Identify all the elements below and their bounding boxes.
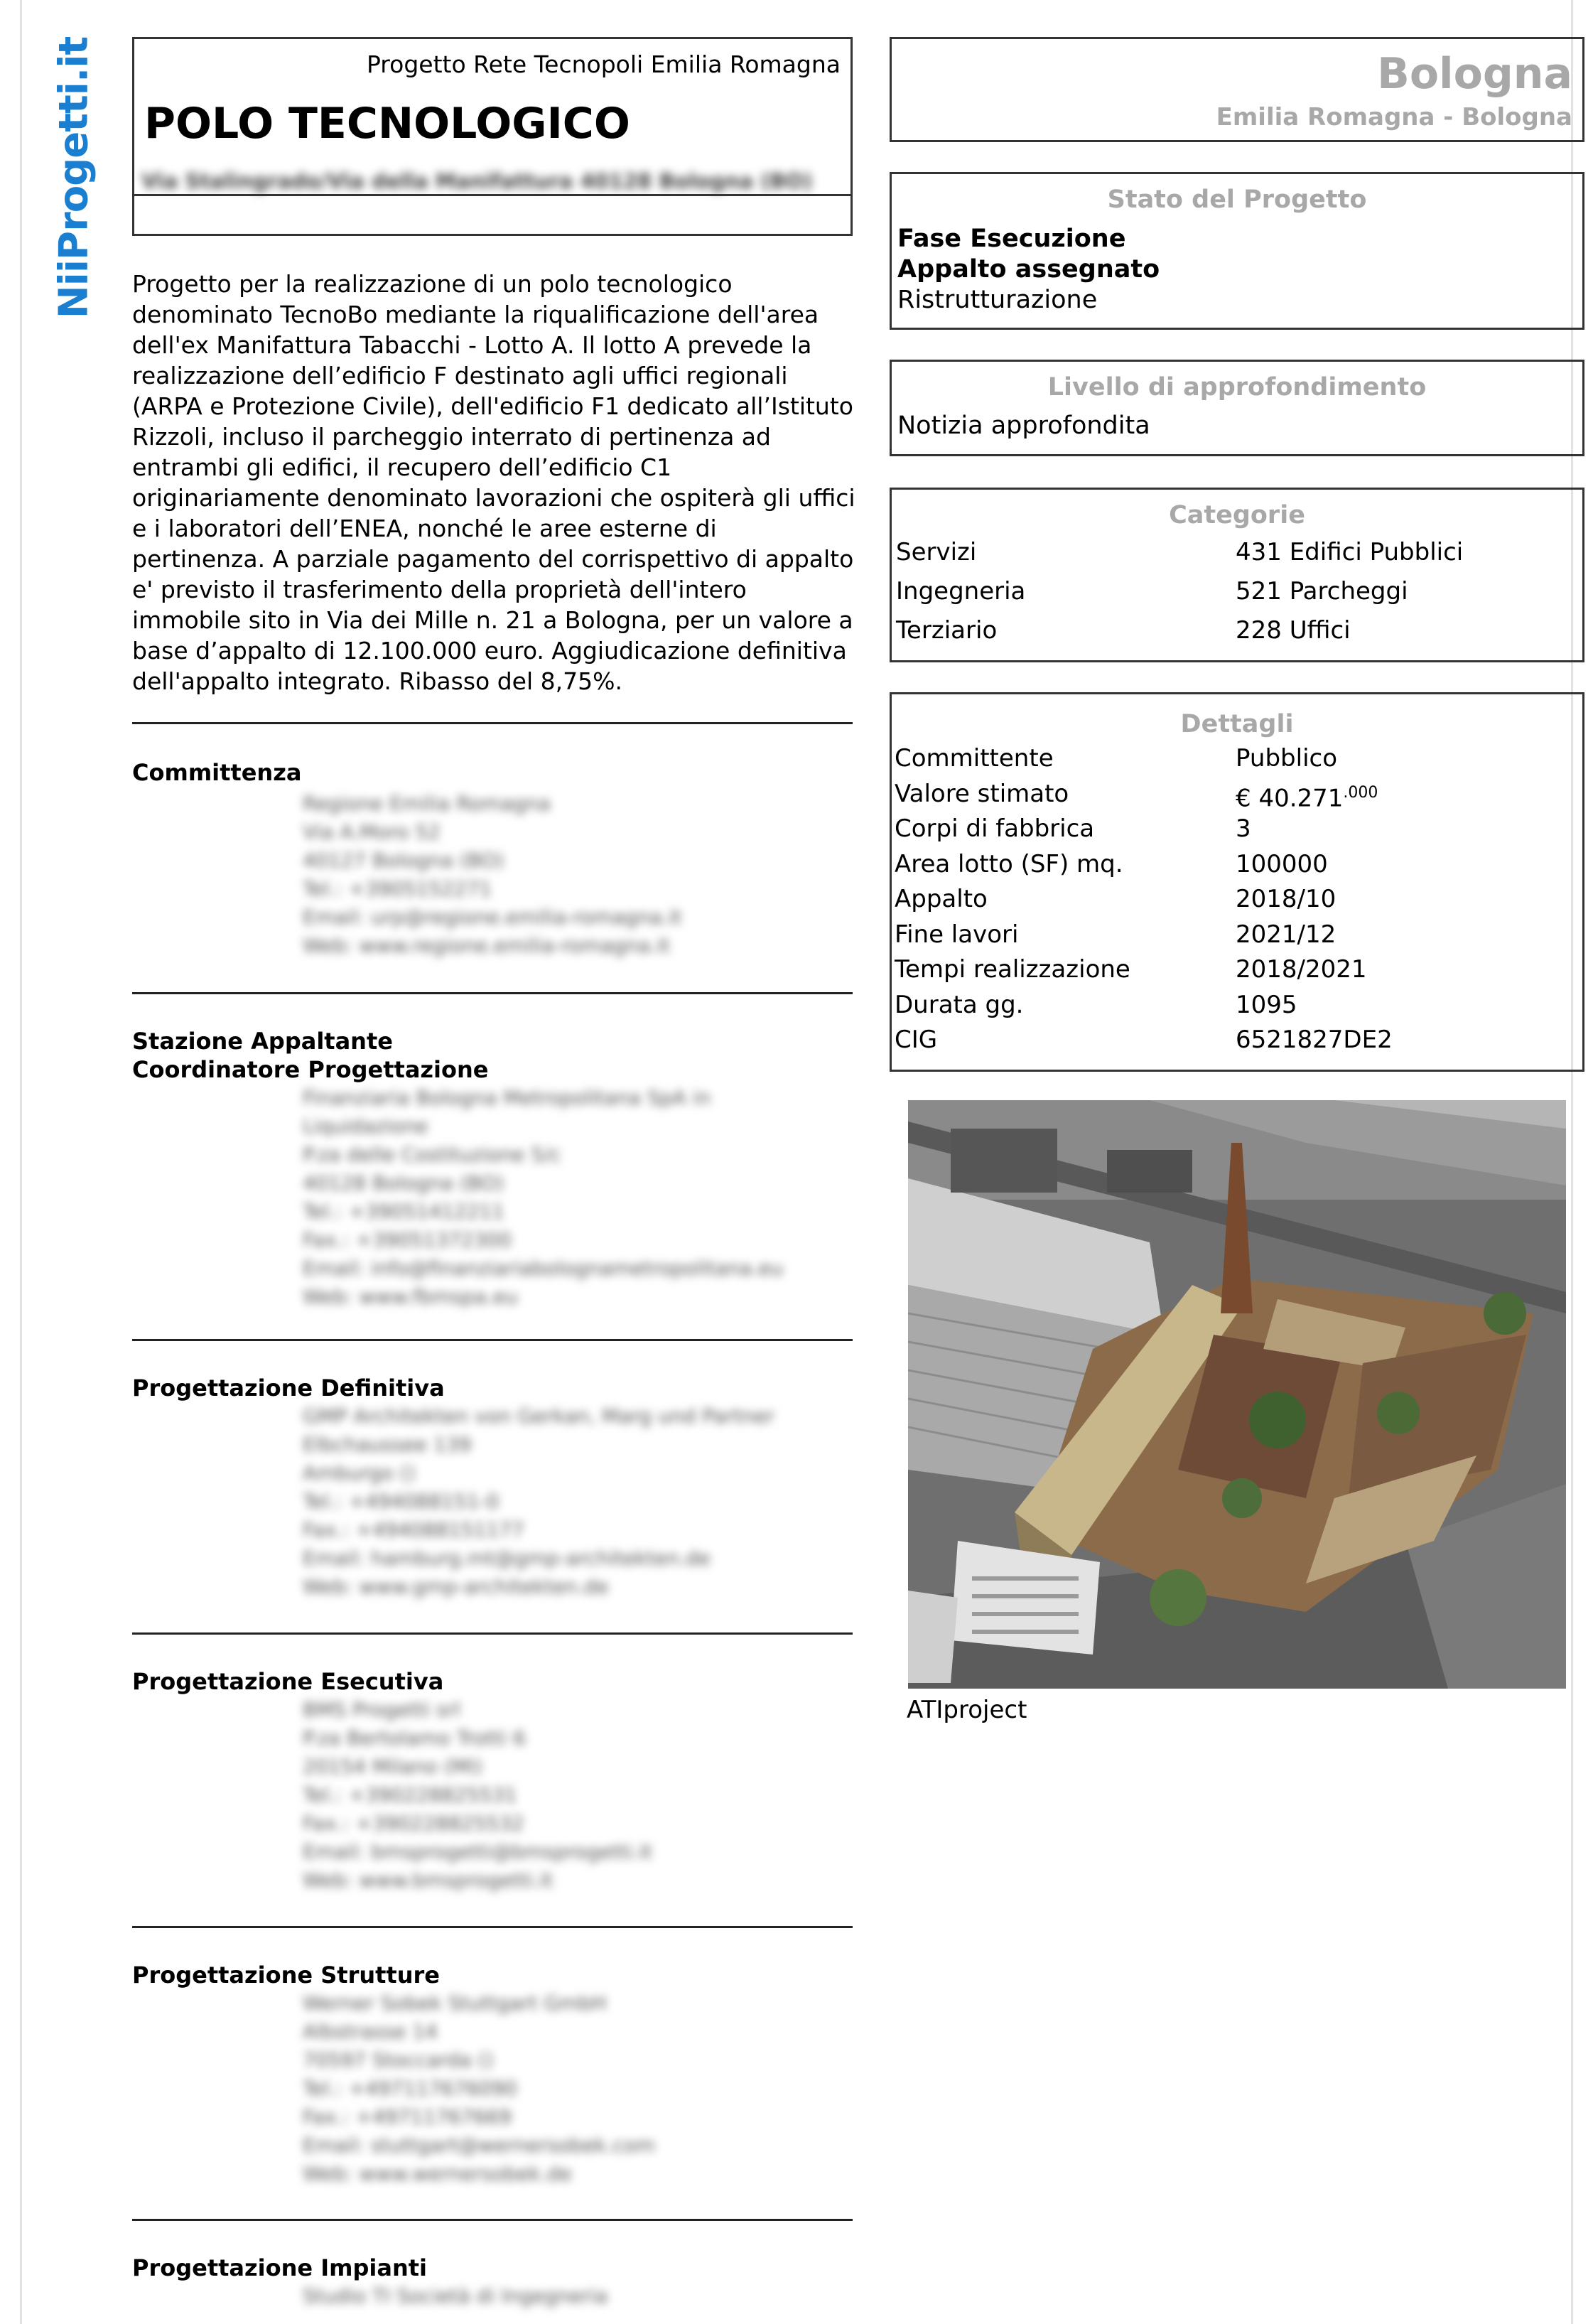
status-box [890,172,1584,330]
detail-row: Corpi di fabbrica 3 [895,814,1251,843]
section-contact: Werner Sobek Stuttgart GmbH Albstrasse 14 70597 Stoccarda () Tel.: +497117676090 Fax.: +49711767669 Email: stuttgart@wernersobek.com Web: www.wernersobek.de [303,1991,655,2185]
detail-row: Fine lavori 2021/12 [895,920,1336,949]
project-address: Via Stalingrado/Via della Manifattura 40128 Bologna (BO) [141,169,813,193]
section-heading: Progettazione Impianti [132,2254,427,2281]
section-stazione-appaltante [132,992,853,1311]
location-region: Emilia Romagna - Bologna [1216,103,1572,131]
category-row: Servizi 431 Edifici Pubblici [896,538,1464,566]
detail-level-box [890,360,1584,456]
category-row: Terziario 228 Uffici [896,616,1351,645]
section-heading: Progettazione Esecutiva [132,1668,444,1695]
section-contact: Studio TI Società di Ingegneria [303,2284,608,2308]
section-committenza [132,722,853,960]
section-divider [132,1926,853,1928]
details-box [890,692,1584,1072]
section-divider [132,1632,853,1635]
project-network: Progetto Rete Tecnopoli Emilia Romagna [366,50,841,78]
detail-row: Committente Pubblico [895,744,1338,773]
logo-text: NiiProgetti.it [50,36,97,319]
status-heading: Stato del Progetto [1107,185,1367,214]
categories-heading: Categorie [1169,501,1305,529]
categories-box [890,488,1584,662]
details-heading: Dettagli [1180,710,1294,738]
section-contact: Regione Emilia Romagna Via A.Moro 52 40127 Bologna (BO) Tel.: +3905152271 Email: urp@regione.emilia-romagna.it Web: www.regione.emilia-romagna.it [303,792,682,957]
status-phase: Fase Esecuzione [897,225,1126,253]
detail-row: Durata gg. 1095 [895,990,1297,1019]
detail-row: Area lotto (SF) mq. 100000 [895,849,1328,878]
detail-row-valore: Valore stimato € $40.271^{.000}$ [895,779,1378,812]
project-description: Progetto per la realizzazione di un polo tecnologico denominato TecnoBo mediante la riqualificazione dell'area dell'ex Manifattura Tabacchi - Lotto A. Il lotto A prevede la realizzazione dell’edificio F destinato agli uffici regionali (ARPA e Protezione Civile), dell'edificio F1 dedicato all’Istituto Rizzoli, incluso il parcheggio interrato di pertinenza ad entrambi gli edifici, il recupero dell’edificio C1 originariamente denominato lavorazioni che ospiterà gli uffici e i laboratori dell’ENEA, nonché le aree esterne di pertinenza. A parziale pagamento del corrispettivo di appalto e' previsto il trasferimento della proprietà dell'intero immobile sito in Via dei Mille n. 21 a Bologna, per un valore a base d’appalto di 12.100.000 euro. Aggiudicazione definitiva dell'appalto integrato. Ribasso del 8,75%. [132,270,855,695]
section-progettazione-definitiva [132,1339,853,1601]
status-contract: Appalto assegnato [897,255,1160,284]
section-divider [132,1339,853,1341]
section-progettazione-strutture [132,1926,853,2188]
section-divider [132,2219,853,2221]
section-progettazione-impianti [132,2219,853,2310]
section-heading: Progettazione Definitiva [132,1375,445,1402]
section-divider [132,992,853,994]
site-logo[interactable] [45,36,102,319]
detail-row: Appalto 2018/10 [895,885,1336,913]
section-heading-secondary: Coordinatore Progettazione [132,1056,489,1083]
section-progettazione-esecutiva [132,1632,853,1895]
detail-row: Tempi realizzazione 2018/2021 [895,955,1367,984]
section-heading: Progettazione Strutture [132,1962,440,1989]
page-title: POLO TECNOLOGICO [144,99,630,149]
detail-level-value: Notizia approfondita [897,411,1150,440]
location-city: Bologna [1377,49,1572,99]
photo-caption: ATIproject [907,1696,1027,1724]
section-heading: Stazione Appaltante [132,1028,393,1055]
section-heading: Committenza [132,759,302,786]
section-contact: BMS Progetti srl P.za Bertolamo Trotti 6 20154 Milano (MI) Tel.: +390228825531 Fax.: +390228825532 Email: bmsprogetti@bmsprogetti.it Web: www.bmsprogetti.it [303,1698,653,1892]
section-divider [132,722,853,724]
location-box [890,37,1584,142]
project-aerial-photo[interactable] [908,1100,1566,1689]
address-box [132,162,853,236]
status-type: Ristrutturazione [897,286,1098,314]
section-contact: Finanziaria Bologna Metropolitana SpA in Liquidazione P.za delle Costituzione 5/c 40128 Bologna (BO) Tel.: +39051412211 Fax.: +39051372300 Email: info@finanziariabolognametropolitana.eu Web: www.fbmspa.eu [303,1086,784,1308]
section-contact: GMP Architekten von Gerkan, Marg und Partner Elbchaussee 139 Amburgo () Tel.: +494088151-0 Fax.: +494088151177 Email: hamburg.mt@gmp-architekten.de Web: www.gmp-architekten.de [303,1404,775,1598]
detail-row: CIG 6521827DE2 [895,1026,1393,1054]
detail-level-heading: Livello di approfondimento [1047,373,1427,402]
category-row: Ingegneria 521 Parcheggi [896,577,1408,606]
